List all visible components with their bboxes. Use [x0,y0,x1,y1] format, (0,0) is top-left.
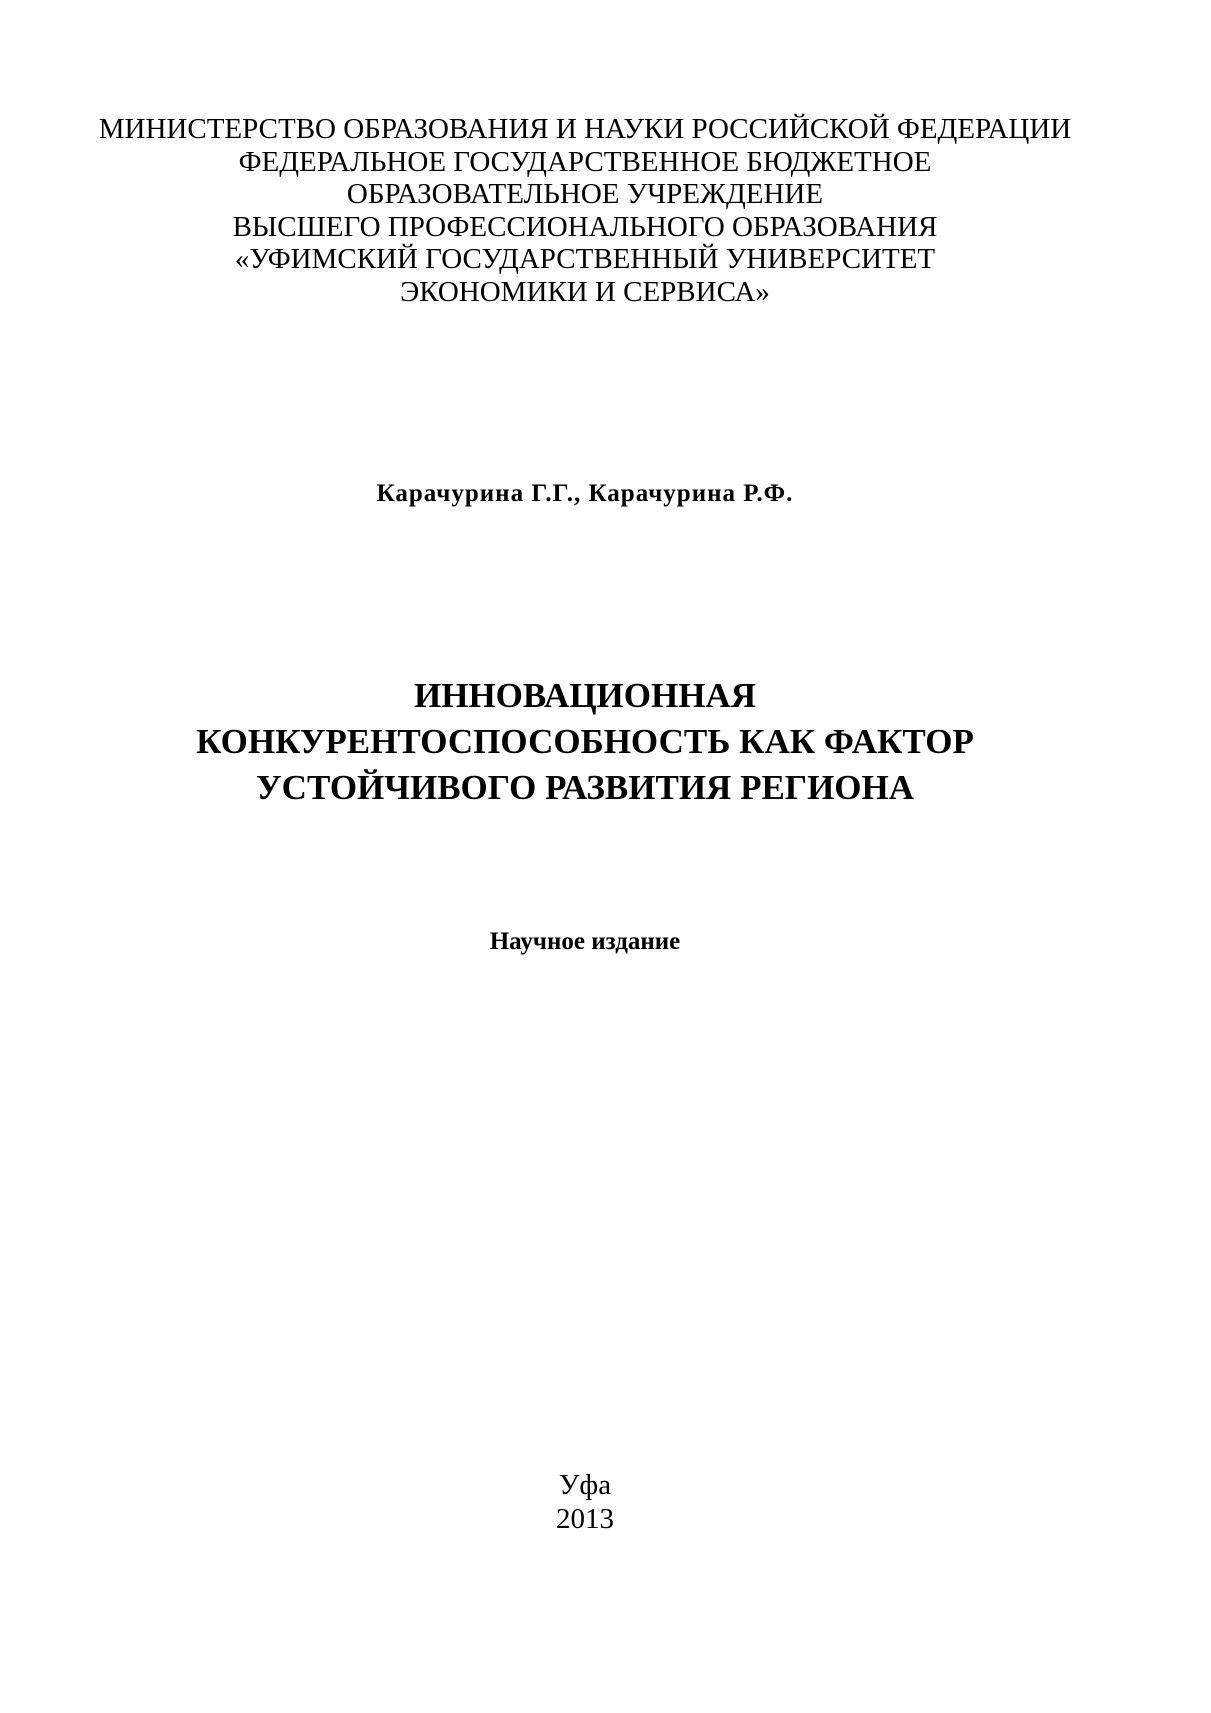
imprint-year: 2013 [556,1503,614,1535]
book-title-line: ИННОВАЦИОННАЯ [414,676,756,715]
imprint-city: Уфа [558,1469,612,1501]
book-title [0,673,1170,811]
organization-line: ВЫСШЕГО ПРОФЕССИОНАЛЬНОГО ОБРАЗОВАНИЯ [232,210,938,243]
organization-line: МИНИСТЕРСТВО ОБРАЗОВАНИЯ И НАУКИ РОССИЙСКОЙ ФЕДЕРАЦИИ [98,113,1072,145]
imprint [0,1468,1170,1536]
book-title-line: КОНКУРЕНТОСПОСОБНОСТЬ КАК ФАКТОР [196,722,974,761]
organization-line: ОБРАЗОВАТЕЛЬНОЕ УЧРЕЖДЕНИЕ [346,178,824,210]
organization-line: ЭКОНОМИКИ И СЕРВИСА» [400,275,770,308]
publication-type: Научное издание [489,928,681,955]
organization-header [0,113,1170,308]
organization-line: «УФИМСКИЙ ГОСУДАРСТВЕННЫЙ УНИВЕРСИТЕТ [234,243,936,275]
organization-line: ФЕДЕРАЛЬНОЕ ГОСУДАРСТВЕННОЕ БЮДЖЕТНОЕ [238,145,932,178]
authors: Карачурина Г.Г., Карачурина Р.Ф. [376,480,794,507]
book-title-line: УСТОЙЧИВОГО РАЗВИТИЯ РЕГИОНА [255,768,915,807]
